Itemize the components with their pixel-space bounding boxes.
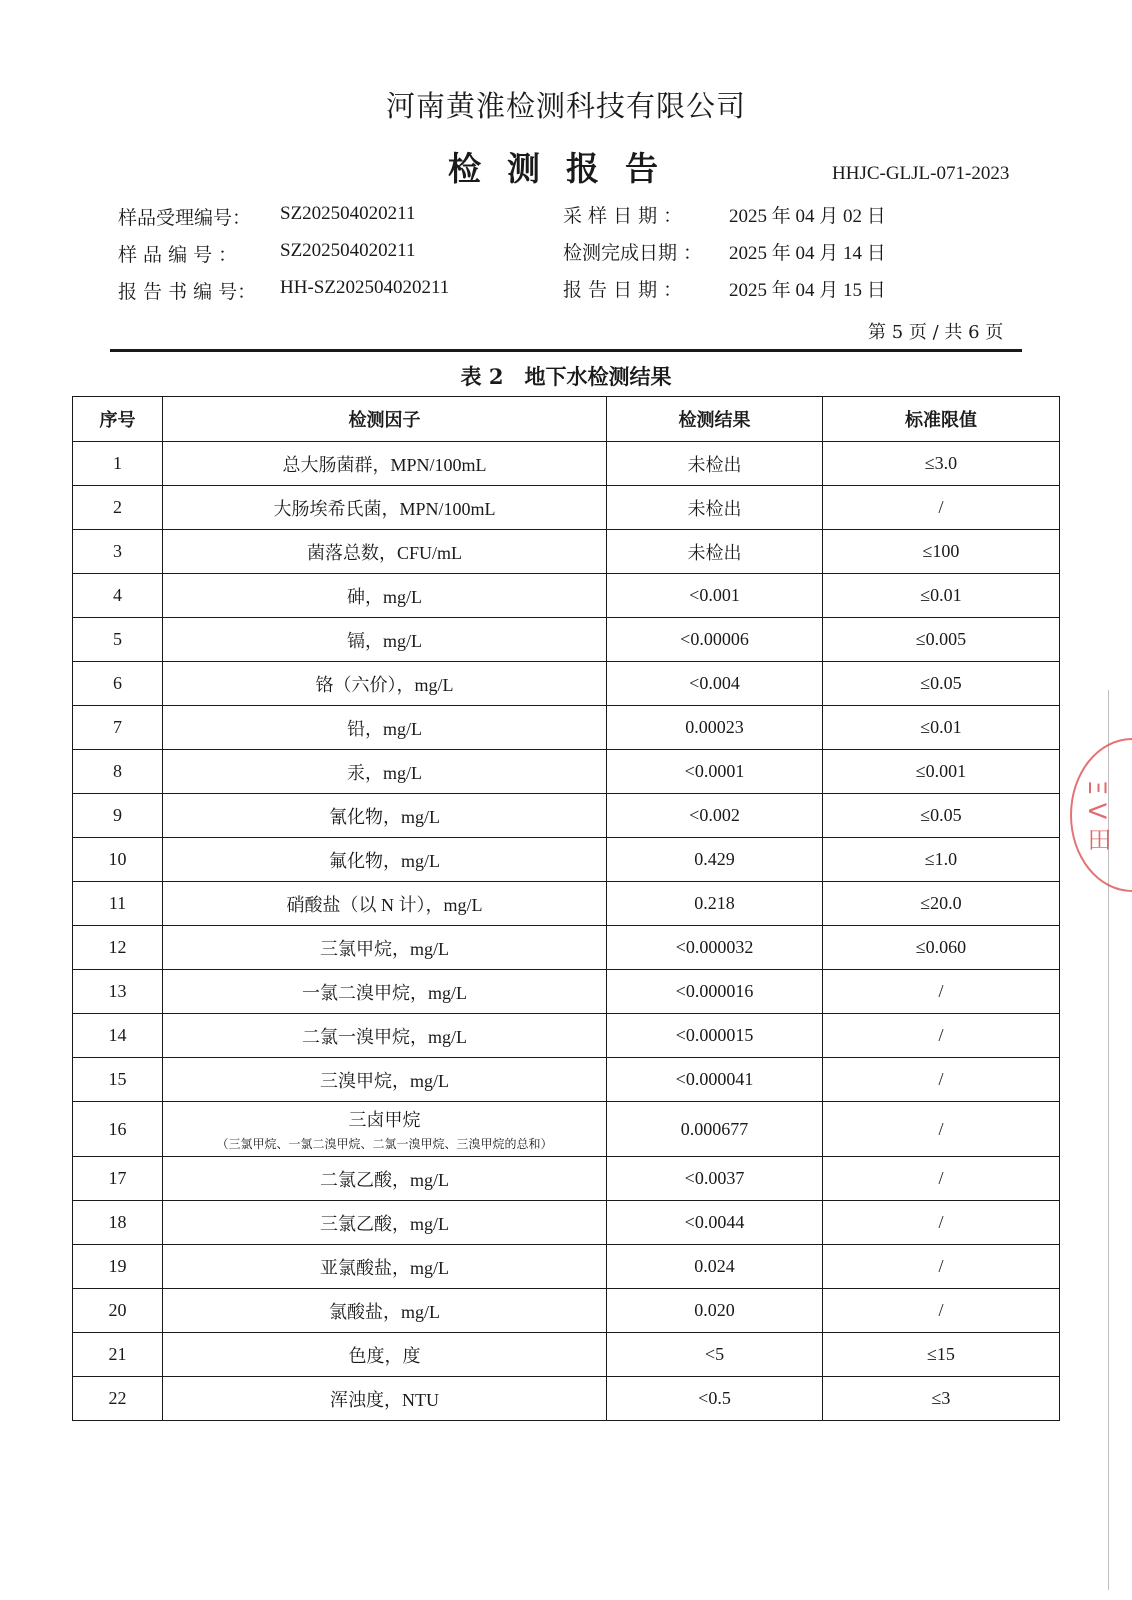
cell-factor: 汞，mg/L	[163, 750, 607, 794]
cell-no: 18	[73, 1201, 163, 1245]
table-row	[73, 618, 1060, 662]
table-row	[73, 970, 1060, 1014]
table-row	[73, 882, 1060, 926]
meta-label: 报 告 日 期 ：	[563, 279, 683, 301]
cell-result: <0.000032	[607, 926, 823, 970]
table-row	[73, 1102, 1060, 1157]
meta-label: 样品受理编号：	[118, 207, 252, 229]
table-row	[73, 838, 1060, 882]
table-row	[73, 706, 1060, 750]
cell-factor: 亚氯酸盐，mg/L	[163, 1245, 607, 1289]
cell-limit: /	[823, 1201, 1060, 1245]
meta-label: 采 样 日 期 ：	[563, 205, 683, 227]
cell-result: <5	[607, 1333, 823, 1377]
cell-limit: ≤20.0	[823, 882, 1060, 926]
table-row	[73, 1333, 1060, 1377]
cell-limit: /	[823, 1245, 1060, 1289]
cell-no: 5	[73, 618, 163, 662]
cell-limit: ≤3	[823, 1377, 1060, 1421]
cell-result: 未检出	[607, 486, 823, 530]
cell-limit: ≤15	[823, 1333, 1060, 1377]
cell-no: 7	[73, 706, 163, 750]
meta-label: 样 品 编 号 ：	[118, 244, 238, 266]
cell-limit: /	[823, 970, 1060, 1014]
table-header-row	[73, 397, 1060, 442]
cell-result: 0.00023	[607, 706, 823, 750]
cell-factor-note: （三氯甲烷、一氯二溴甲烷、二氯一溴甲烷、三溴甲烷的总和）	[216, 1137, 553, 1151]
cell-limit: ≤0.001	[823, 750, 1060, 794]
cell-no: 9	[73, 794, 163, 838]
table-row	[73, 574, 1060, 618]
cell-factor: 氟化物，mg/L	[163, 838, 607, 882]
table-row	[73, 662, 1060, 706]
table-row	[73, 1157, 1060, 1201]
cell-no: 14	[73, 1014, 163, 1058]
table-body	[73, 442, 1060, 1421]
cell-no: 16	[73, 1102, 163, 1157]
cell-factor: 砷，mg/L	[163, 574, 607, 618]
cell-result: <0.0037	[607, 1157, 823, 1201]
cell-factor: 色度，度	[163, 1333, 607, 1377]
cell-limit: ≤0.01	[823, 706, 1060, 750]
cell-result: 0.000677	[607, 1102, 823, 1157]
cell-limit: /	[823, 1014, 1060, 1058]
cell-no: 8	[73, 750, 163, 794]
cell-factor: 二氯一溴甲烷，mg/L	[163, 1014, 607, 1058]
cell-factor: 铬（六价），mg/L	[163, 662, 607, 706]
column-header: 检测结果	[607, 397, 823, 442]
cell-factor: 氰化物，mg/L	[163, 794, 607, 838]
cell-result: 0.429	[607, 838, 823, 882]
cell-result: <0.002	[607, 794, 823, 838]
meta-value: 2025 年 04 月 02 日	[729, 206, 886, 227]
cell-no: 2	[73, 486, 163, 530]
cell-factor: 氯酸盐，mg/L	[163, 1289, 607, 1333]
cell-no: 22	[73, 1377, 163, 1421]
page-number: 第 5 页 / 共 6 页	[868, 322, 1004, 343]
column-header: 序号	[73, 397, 163, 442]
cell-factor: 铅，mg/L	[163, 706, 607, 750]
table-row	[73, 794, 1060, 838]
results-table	[72, 396, 1060, 1421]
table-row	[73, 1245, 1060, 1289]
cell-result: 未检出	[607, 530, 823, 574]
cell-result: 未检出	[607, 442, 823, 486]
cell-result: <0.0001	[607, 750, 823, 794]
table-row	[73, 1058, 1060, 1102]
report-title: 检测报告	[448, 149, 684, 188]
cell-no: 17	[73, 1157, 163, 1201]
cell-no: 3	[73, 530, 163, 574]
cell-limit: ≤100	[823, 530, 1060, 574]
cell-no: 13	[73, 970, 163, 1014]
cell-result: 0.020	[607, 1289, 823, 1333]
cell-limit: ≤0.01	[823, 574, 1060, 618]
cell-result: <0.001	[607, 574, 823, 618]
table-row	[73, 442, 1060, 486]
cell-result: <0.5	[607, 1377, 823, 1421]
cell-factor: 硝酸盐（以 N 计），mg/L	[163, 882, 607, 926]
cell-limit: ≤0.05	[823, 794, 1060, 838]
cell-result: <0.004	[607, 662, 823, 706]
cell-no: 20	[73, 1289, 163, 1333]
cell-limit: /	[823, 1102, 1060, 1157]
cell-no: 12	[73, 926, 163, 970]
table-row	[73, 926, 1060, 970]
meta-value: HH-SZ202504020211	[280, 277, 450, 298]
cell-no: 1	[73, 442, 163, 486]
cell-no: 10	[73, 838, 163, 882]
meta-value: SZ202504020211	[280, 203, 416, 224]
cell-factor: 菌落总数，CFU/mL	[163, 530, 607, 574]
cell-factor: 三氯甲烷，mg/L	[163, 926, 607, 970]
cell-factor: 一氯二溴甲烷，mg/L	[163, 970, 607, 1014]
cell-limit: /	[823, 1157, 1060, 1201]
cell-limit: ≤0.060	[823, 926, 1060, 970]
table-row	[73, 1201, 1060, 1245]
cell-no: 19	[73, 1245, 163, 1289]
table-row	[73, 486, 1060, 530]
table-row	[73, 1289, 1060, 1333]
cell-no: 15	[73, 1058, 163, 1102]
cell-factor: 三氯乙酸，mg/L	[163, 1201, 607, 1245]
cell-factor	[163, 1102, 607, 1157]
cell-no: 6	[73, 662, 163, 706]
meta-label: 报 告 书 编 号：	[118, 281, 257, 303]
header-rule	[110, 349, 1022, 352]
cell-limit: ≤0.005	[823, 618, 1060, 662]
column-header: 标准限值	[823, 397, 1060, 442]
cell-result: 0.024	[607, 1245, 823, 1289]
cell-factor: 三溴甲烷，mg/L	[163, 1058, 607, 1102]
cell-limit: ≤0.05	[823, 662, 1060, 706]
meta-value: 2025 年 04 月 14 日	[729, 243, 886, 264]
cell-limit: ≤1.0	[823, 838, 1060, 882]
cell-result: 0.218	[607, 882, 823, 926]
cell-factor: 总大肠菌群，MPN/100mL	[163, 442, 607, 486]
column-header: 检测因子	[163, 397, 607, 442]
cell-no: 4	[73, 574, 163, 618]
cell-limit: /	[823, 1289, 1060, 1333]
cell-limit: /	[823, 486, 1060, 530]
table-row	[73, 1014, 1060, 1058]
cell-no: 11	[73, 882, 163, 926]
cell-factor: 镉，mg/L	[163, 618, 607, 662]
cell-factor: 大肠埃希氏菌，MPN/100mL	[163, 486, 607, 530]
cell-result: <0.00006	[607, 618, 823, 662]
cell-result: <0.000015	[607, 1014, 823, 1058]
cell-result: <0.0044	[607, 1201, 823, 1245]
cell-limit: ≤3.0	[823, 442, 1060, 486]
stamp-text: Ξ V 田	[1083, 780, 1111, 851]
table-caption: 表 2 地下水检测结果	[460, 364, 672, 389]
cell-factor: 浑浊度，NTU	[163, 1377, 607, 1421]
report-code: HHJC-GLJL-071-2023	[832, 163, 1010, 184]
cell-result: <0.000041	[607, 1058, 823, 1102]
cell-no: 21	[73, 1333, 163, 1377]
table-row	[73, 1377, 1060, 1421]
cell-result: <0.000016	[607, 970, 823, 1014]
table-row	[73, 750, 1060, 794]
cell-factor-main: 三卤甲烷	[348, 1110, 421, 1130]
table-row	[73, 530, 1060, 574]
cell-factor: 二氯乙酸，mg/L	[163, 1157, 607, 1201]
meta-value: 2025 年 04 月 15 日	[729, 280, 886, 301]
meta-label: 检测完成日期 ：	[563, 242, 703, 264]
meta-value: SZ202504020211	[280, 240, 416, 261]
company-name: 河南黄淮检测科技有限公司	[385, 89, 746, 123]
cell-limit: /	[823, 1058, 1060, 1102]
